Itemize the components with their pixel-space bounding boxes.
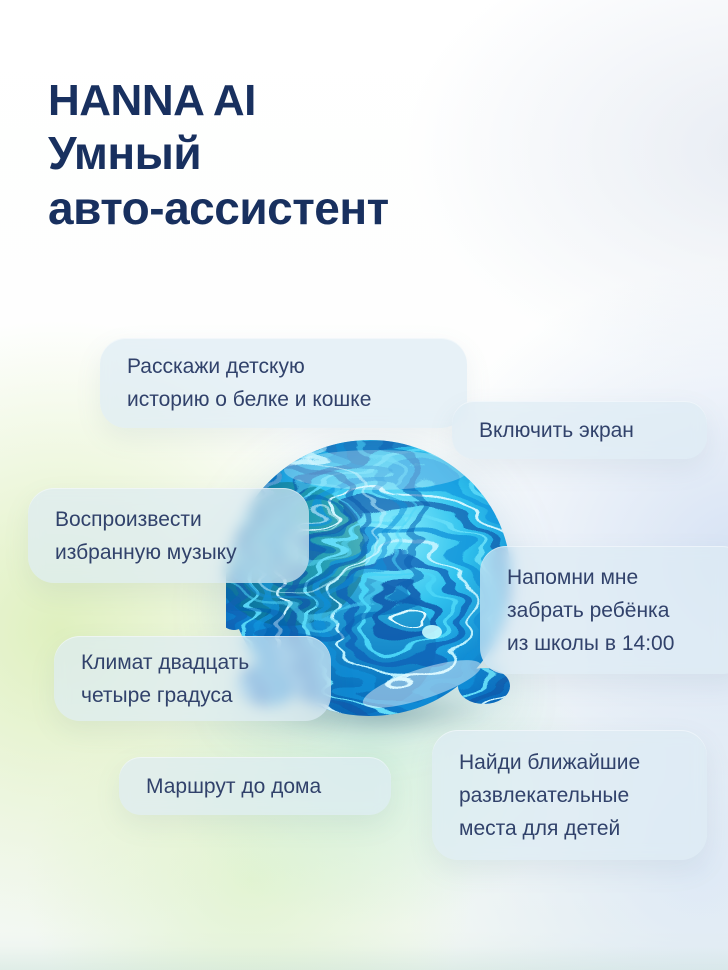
bubble-line: Найди ближайшие	[459, 750, 641, 774]
bubble-line: Расскажи детскую	[127, 355, 305, 378]
bubble-line: историю о белке и кошке	[127, 388, 372, 411]
bubble-line: избранную музыку	[55, 540, 237, 564]
bubble-line: Воспроизвести	[55, 507, 202, 531]
voice-command-bubble-route	[119, 757, 391, 815]
poster-title	[48, 76, 389, 236]
bubble-line: места для детей	[459, 816, 621, 840]
bubble-line: Включить экран	[479, 418, 634, 442]
voice-command-bubble-story	[100, 338, 467, 428]
bubble-line: забрать ребёнка	[507, 598, 670, 622]
voice-command-bubble-places	[432, 730, 707, 860]
title-line-2: Умный	[48, 127, 202, 179]
bubble-line: Напомни мне	[507, 565, 639, 589]
bubble-line: четыре градуса	[81, 683, 233, 707]
bubble-line: развлекательные	[459, 783, 630, 807]
brand-name: HANNA AI	[48, 76, 256, 125]
bubble-line: Маршрут до дома	[146, 774, 322, 798]
bubble-line: Климат двадцать	[81, 650, 250, 674]
voice-command-bubble-screen	[452, 401, 707, 459]
bubble-line: из школы в 14:00	[507, 631, 675, 655]
voice-command-bubble-climate	[54, 636, 331, 721]
title-line-3: авто-ассистент	[48, 182, 389, 234]
voice-command-bubble-music	[28, 488, 309, 583]
bottom-gradient-band	[0, 946, 728, 970]
voice-command-bubble-reminder	[480, 546, 728, 674]
